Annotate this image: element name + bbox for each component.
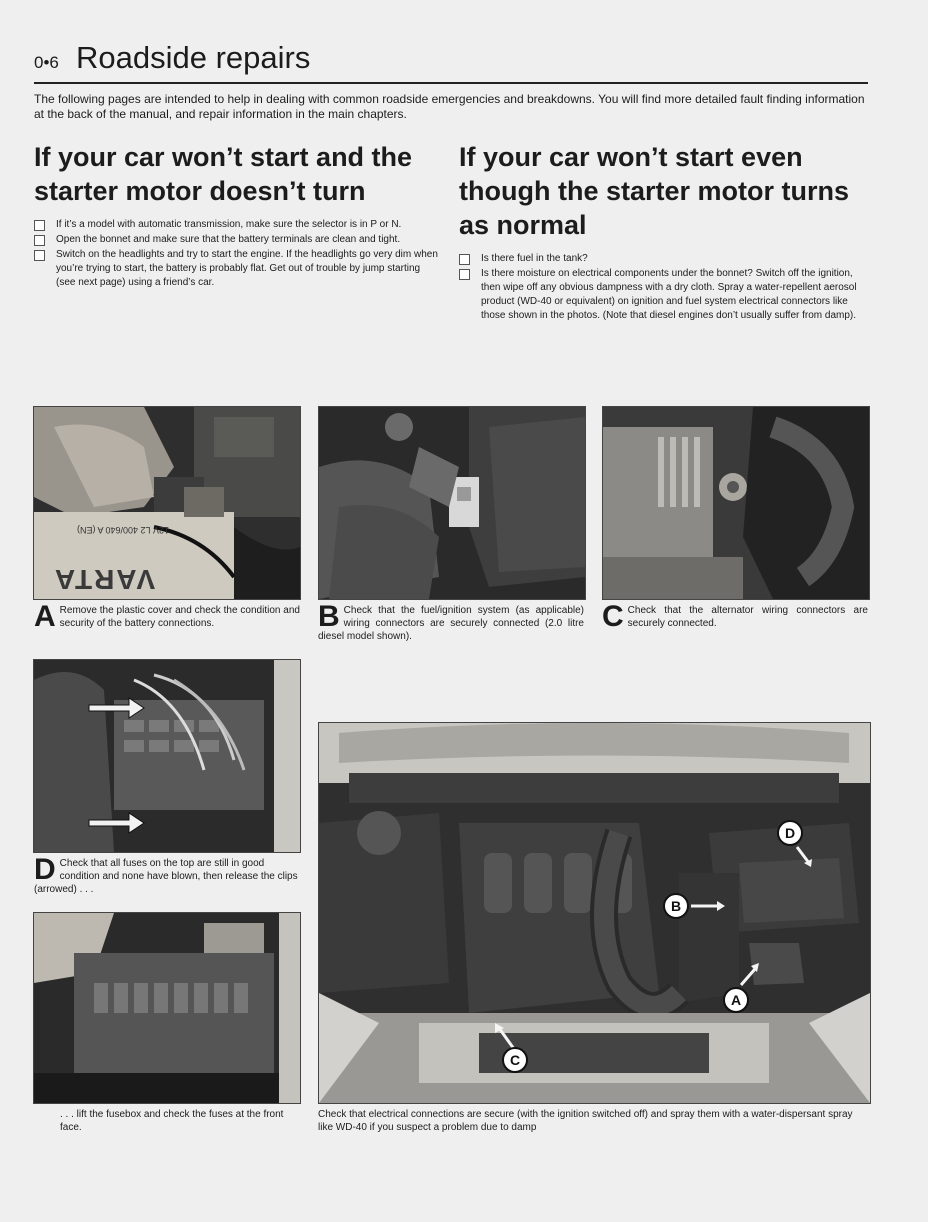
checkbox-icon[interactable] [459, 254, 470, 265]
caption-letter: C [602, 600, 624, 633]
fusebox-lifted-illustration [34, 913, 300, 1103]
list-item: Is there fuel in the tank? [459, 252, 869, 266]
alternator-illustration [603, 407, 869, 599]
page-title: Roadside repairs [76, 40, 311, 75]
list-item: Open the bonnet and make sure that the battery terminals are clean and tight. [34, 233, 440, 247]
right-section [459, 140, 869, 324]
left-section [34, 140, 440, 291]
engine-bay-illustration [319, 723, 870, 1103]
left-section-title: If your car won’t start and the starter motor doesn’t turn [34, 142, 413, 206]
checkbox-icon[interactable] [459, 269, 470, 280]
battery-label-text: 12V L2 400/640 A (EN) [76, 525, 170, 535]
photo-fusebox-top [33, 659, 301, 853]
list-item: Is there moisture on electrical components under the bonnet? Switch off the ignition, then wipe off any obvious dampness with a dry cloth. Spray a water-repellent aerosol product (WD-40 or equivalent) on ignition and fuel system electrical connectors like those shown in the photos. (Note that diesel engines don’t usually suffer from damp). [459, 267, 869, 323]
photo-battery [33, 406, 301, 600]
caption-e: . . . lift the fusebox and check the fuses at the front face. [60, 1109, 284, 1133]
photo-alternator [602, 406, 870, 600]
caption-letter: B [318, 600, 340, 633]
list-item: Switch on the headlights and try to start the engine. If the headlights go very dim when you’re trying to start, the battery is probably flat. Get out of trouble by jump starting (see next page) using a friend’s car. [34, 248, 440, 290]
page-header [34, 40, 868, 84]
right-checklist [459, 252, 869, 323]
intro-paragraph: The following pages are intended to help in dealing with common roadside emergencies and breakdowns. You will find more detailed fault finding information at the back of the manual, and repair information in the main chapters. [34, 92, 865, 121]
right-section-title: If your car won’t start even though the starter motor turns as normal [459, 142, 849, 240]
callout-c-label: C [509, 1052, 521, 1068]
photo-fusebox-lifted [33, 912, 301, 1104]
caption-letter: A [34, 600, 56, 633]
callout-a-label: A [730, 992, 742, 1008]
page-number: 0•6 [34, 53, 59, 72]
checkbox-icon[interactable] [34, 235, 45, 246]
caption-d: D Check that all fuses on the top are still in good condition and none have blown, then release the clips (arrowed) . . . [34, 853, 298, 895]
callout-b-label: B [670, 898, 682, 914]
callout-d-label: D [784, 825, 796, 841]
caption-c: C Check that the alternator wiring connectors are securely connected. [602, 600, 868, 633]
photo-fuel-connectors [318, 406, 586, 600]
left-checklist [34, 218, 440, 290]
photo-engine-bay [318, 722, 871, 1104]
battery-brand-logo: VARTA [52, 564, 156, 595]
caption-a: A Remove the plastic cover and check the condition and security of the battery connections. [34, 600, 300, 633]
fusebox-top-illustration [34, 660, 300, 852]
caption-b: B Check that the fuel/ignition system (as applicable) wiring connectors are securely connected (2.0 litre diesel model shown). [318, 600, 584, 642]
fuel-connectors-illustration [319, 407, 585, 599]
checkbox-icon[interactable] [34, 220, 45, 231]
checkbox-icon[interactable] [34, 250, 45, 261]
caption-letter: D [34, 853, 56, 886]
list-item: If it’s a model with automatic transmission, make sure the selector is in P or N. [34, 218, 440, 232]
caption-main: Check that electrical connections are secure (with the ignition switched off) and spray them with a water-dispersant spray like WD-40 if you suspect a problem due to damp [318, 1109, 853, 1133]
